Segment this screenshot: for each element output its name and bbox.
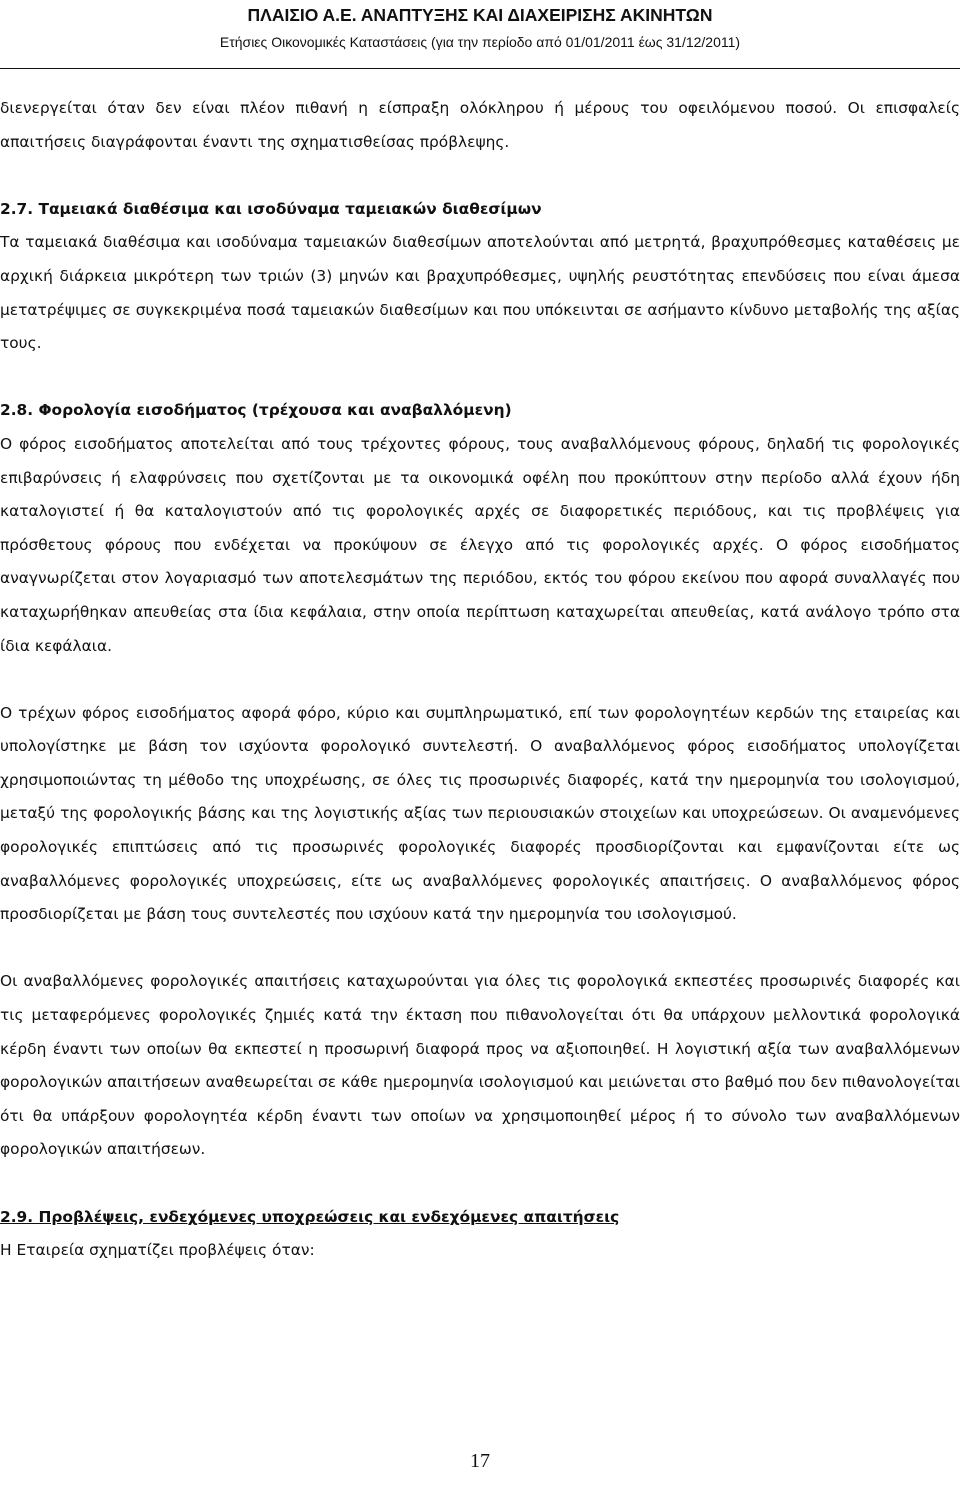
spacer [0, 663, 960, 697]
company-title: ΠΛΑΙΣΙΟ Α.Ε. ΑΝΑΠΤΥΞΗΣ ΚΑΙ ΔΙΑΧΕΙΡΙΣΗΣ ΑΚΙΝΗΤΩΝ [247, 5, 713, 25]
section-2-9-body: Η Εταιρεία σχηματίζει προβλέψεις όταν: [0, 1241, 315, 1260]
section-2-7-body: Τα ταμειακά διαθέσιμα και ισοδύναμα ταμειακών διαθεσίμων αποτελούνται από μετρητά, βραχυπρόθεσμες καταθέσεις με αρχική διάρκεια μικρότερη των τριών (3) μηνών και βραχυπρόθεσμες, υψηλής ρευστότητας επενδύσεις που είναι άμεσα μετατρέψιμες σε συγκεκριμένα ποσά ταμειακών διαθεσίμων και που υπόκεινται σε ασήμαντο κίνδυνο μεταβολής της αξίας τους. [0, 233, 960, 353]
spacer [0, 1167, 960, 1201]
spacer [0, 159, 960, 193]
section-2-8-paragraph-2: Ο τρέχων φόρος εισοδήματος αφορά φόρο, κύριο και συμπληρωματικό, επί των φορολογητέων κερδών της εταιρείας και υπολογίστηκε με βάση τον ισχύοντα φορολογικό συντελεστή. Ο αναβαλλόμενος φόρος εισοδήματος υπολογίζεται χρησιμοποιώντας τη μέθοδο της υποχρέωσης, σε όλες τις προσωρινές διαφορές, κατά την ημερομηνία του ισολογισμού, μεταξύ της φορολογικής βάσης και της λογιστικής αξίας των περιουσιακών στοιχείων και υποχρεώσεων. Οι αναμενόμενες φορολογικές επιπτώσεις από τις προσωρινές φορολογικές διαφορές προσδιορίζονται και εμφανίζονται είτε ως αναβαλλόμενες φορολογικές υποχρεώσεις, είτε ως αναβαλλόμενες φορολογικές απαιτήσεις. Ο αναβαλλόμενος φόρος προσδιορίζεται με βάση τους συντελεστές που ισχύουν κατά την ημερομηνία του ισολογισμού. [0, 703, 960, 924]
section-2-7-title: 2.7. Ταμειακά διαθέσιμα και ισοδύναμα ταμειακών διαθεσίμων [0, 199, 542, 218]
spacer [0, 361, 960, 395]
page-number: 17 [470, 1450, 490, 1472]
document-body [0, 92, 960, 1268]
section-2-8-paragraph-3: Οι αναβαλλόμενες φορολογικές απαιτήσεις καταχωρούνται για όλες τις φορολογικά εκπεστέες προσωρινές διαφορές και τις μεταφερόμενες φορολογικές ζημιές κατά την έκταση που πιθανολογείται ότι θα υπάρχουν μελλοντικά φορολογικά κέρδη έναντι των οποίων θα εκπεστεί η προσωρινή διαφορά προς να αξιοποιηθεί. Η λογιστική αξία των αναβαλλόμενων φορολογικών απαιτήσεων αναθεωρείται σε κάθε ημερομηνία ισολογισμού και μειώνεται στο βαθμό που δεν πιθανολογείται ότι θα υπάρξουν φορολογητέα κέρδη έναντι των οποίων να χρησιμοποιηθεί μέρος ή το σύνολο των αναβαλλόμενων φορολογικών απαιτήσεων. [0, 972, 960, 1159]
statement-subtitle: Ετήσιες Οικονομικές Καταστάσεις (για την περίοδο από 01/01/2011 έως 31/12/2011) [219, 34, 741, 50]
section-2-8-title: 2.8. Φορολογία εισοδήματος (τρέχουσα και αναβαλλόμενη) [0, 401, 512, 420]
intro-paragraph: διενεργείται όταν δεν είναι πλέον πιθανή η είσπραξη ολόκληρου ή μέρους του οφειλόμενου ποσού. Οι επισφαλείς απαιτήσεις διαγράφονται έναντι της σχηματισθείσας πρόβλεψης. [0, 99, 960, 151]
section-2-9-title: 2.9. Προβλέψεις, ενδεχόμενες υποχρεώσεις και ενδεχόμενες απαιτήσεις [0, 1207, 620, 1226]
spacer [0, 932, 960, 966]
page-header [0, 4, 960, 52]
section-2-8-paragraph-1: Ο φόρος εισοδήματος αποτελείται από τους τρέχοντες φόρους, τους αναβαλλόμενους φόρους, δηλαδή τις φορολογικές επιβαρύνσεις ή ελαφρύνσεις που σχετίζονται με τα οικονομικά οφέλη που προκύπτουν στην περίοδο αλλά έχουν ήδη καταλογιστεί ή θα καταλογιστούν από τις φορολογικές αρχές σε διαφορετικές περιόδους, και τις προβλέψεις για πρόσθετους φόρους που ενδέχεται να προκύψουν σε έλεγχο από τις φορολογικές αρχές. Ο φόρος εισοδήματος αναγνωρίζεται στον λογαριασμό των αποτελεσμάτων της περιόδου, εκτός του φόρου εκείνου που αφορά συναλλαγές που καταχωρήθηκαν απευθείας στα ίδια κεφάλαια, στην οποία περίπτωση καταχωρείται απευθείας, κατά ανάλογο τρόπο στα ίδια κεφάλαια. [0, 434, 960, 655]
header-divider [0, 68, 960, 69]
